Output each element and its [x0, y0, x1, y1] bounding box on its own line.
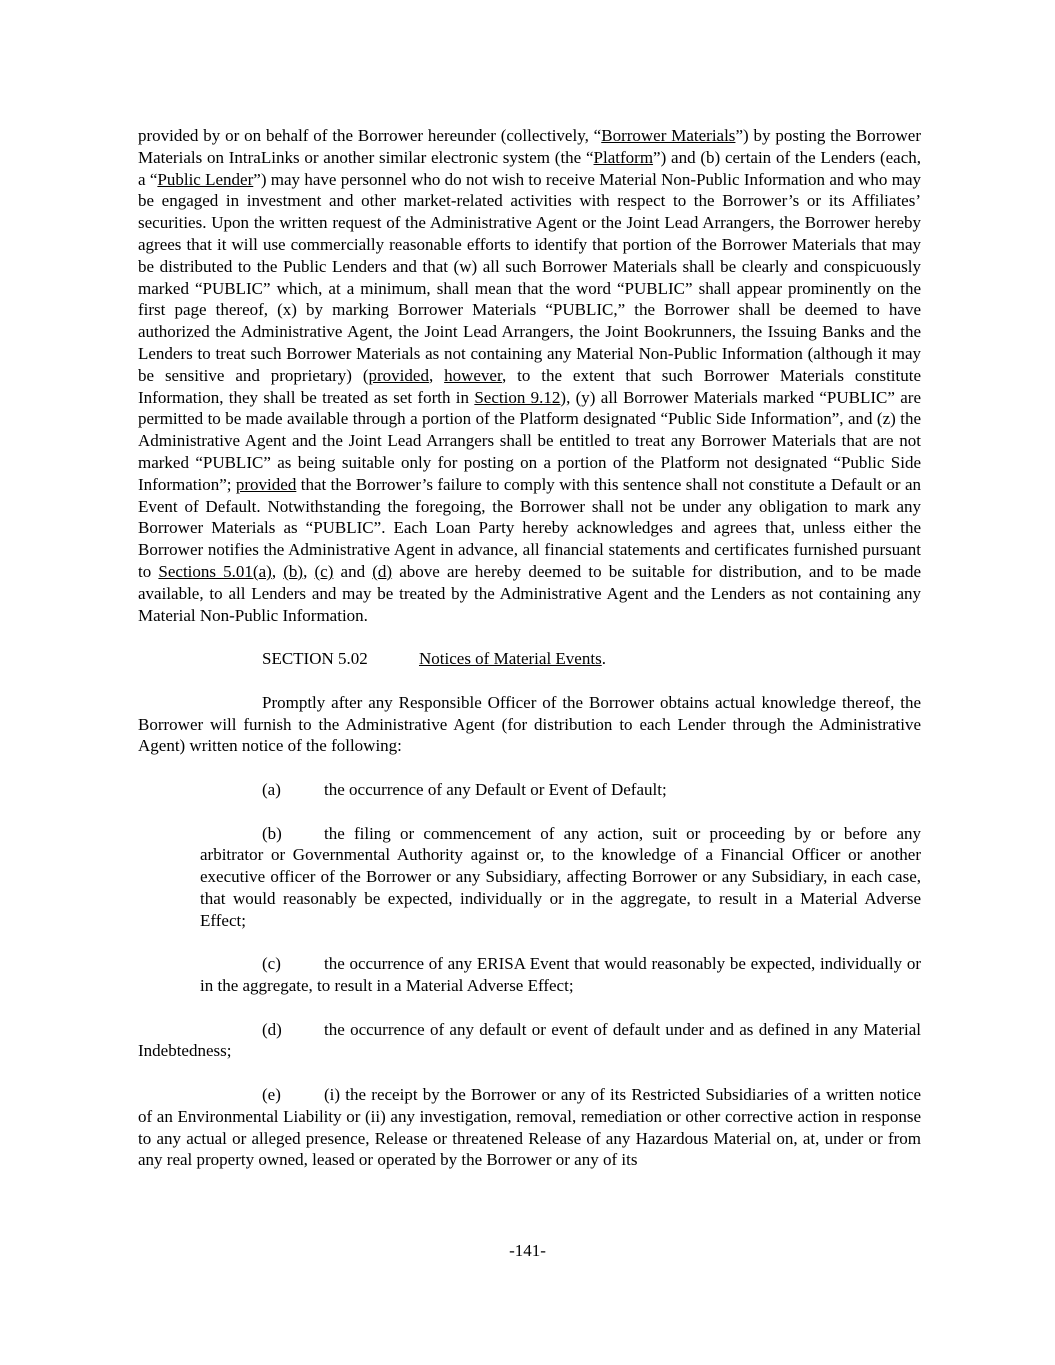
cross-reference-sections-5-01a: Sections 5.01(a): [158, 561, 272, 581]
text-run: ), (y) all Borrower Materials marked “PUBLIC” are permitted to be made available through a portion of the Platform designated “Public Side Information”, and (z) the Administrative Agent and the Joint Lead Arrangers shall be entitled to treat any Borrower Materials that are not marked “PUBLIC” as being suitable only for posting on a portion of the Platform not designated “Public Side Information”;: [138, 387, 921, 494]
text-run: above are hereby deemed to be suitable for distribution, and to be made available, to all Lenders and may be treated by the Administrative Agent and the Lenders as not containing any Material Non-Public Information.: [138, 561, 921, 625]
defined-term-platform: Platform: [593, 147, 654, 167]
cross-reference-b: (b): [283, 561, 304, 581]
continuation-paragraph: [138, 125, 921, 626]
item-text: the filing or commencement of any action, suit or proceeding by or before any arbitrator or Governmental Authority against or, to the knowledge of a Financial Officer or another executive officer of the Borrower or any Subsidiary, affecting Borrower or any Subsidiary, in each case, that would reasonably be expected, individually or in the aggregate, to result in a Material Adverse Effect;: [200, 823, 921, 930]
document-page: [138, 125, 921, 1171]
page-number: -141-: [509, 1241, 546, 1260]
text-run: provided by or on behalf of the Borrower hereunder (collectively, “: [138, 126, 602, 145]
text-run: ”) may have personnel who do not wish to receive Material Non-Public Information and who may be engaged in investment and other market-related activities with respect to the Borrower’s or its Affiliates’ securities. Upon the written request of the Administrative Agent or the Joint Lead Arrangers, the Borrower hereby agrees that it will use commercially reasonable efforts to identify that portion of the Borrower Materials that may be distributed to the Public Lenders and that (w) all such Borrower Materials shall be clearly and conspicuously marked “PUBLIC” which, at a minimum, shall mean that the word “PUBLIC” shall appear prominently on the first page thereof, (x) by marking Borrower Materials “PUBLIC,” the Borrower shall be deemed to have authorized the Administrative Agent, the Joint Lead Arrangers, the Joint Bookrunners, the Issuing Banks and the Lenders to treat such Borrower Materials as not containing any Material Non-Public Information (although it may be sensitive and proprietary) (: [138, 169, 921, 385]
item-label: (e): [262, 1085, 281, 1105]
text-run: , to the extent that such Borrower Materials constitute Information, they shall be treated as set forth in: [138, 365, 922, 407]
list-item-c: [138, 953, 921, 997]
item-text: the occurrence of any ERISA Event that would reasonably be expected, individually or in the aggregate, to result in a Material Adverse Effect;: [200, 954, 921, 996]
item-label: (d): [262, 1019, 282, 1039]
item-text: the occurrence of any default or event of default under and as defined in any Material Indebtedness;: [138, 1019, 921, 1061]
list-item-d: [138, 1019, 921, 1063]
text-run: ,: [428, 365, 445, 385]
text-run: ”) by posting the Borrower Materials on IntraLinks or another similar electronic system (the “: [138, 126, 922, 167]
item-text: (i) the receipt by the Borrower or any of its Restricted Subsidiaries of a written notice of an Environmental Liability or (ii) any investigation, removal, remediation or other corrective action in response to any actual or alleged presence, Release or threatened Release of any Hazardous Material on, at, under or from any real property owned, leased or operated by the Borrower or any of its: [138, 1085, 921, 1170]
text-run: ”) and (b) certain of the Lenders (each, a “: [138, 147, 922, 189]
section-title-period: .: [601, 649, 606, 669]
defined-term-borrower-materials: Borrower Materials: [601, 126, 736, 145]
text-run: ,: [271, 561, 284, 581]
cross-reference-section-9-12: Section 9.12: [474, 387, 561, 407]
list-item-e: [138, 1084, 921, 1171]
text-run: that the Borrower’s failure to comply with this sentence shall not constitute a Default or an Event of Default. Notwithstanding the foregoing, the Borrower shall not be under any obligation to mark any Borrower Materials as “PUBLIC”. Each Loan Party hereby acknowledges and agrees that, unless either the Borrower notifies the Administrative Agent in advance, all financial statements and certificates furnished pursuant to: [138, 474, 921, 581]
section-heading: [138, 648, 921, 670]
underlined-provided: provided: [368, 365, 429, 385]
item-label: (c): [262, 954, 281, 974]
section-number: SECTION 5.02: [262, 649, 368, 669]
cross-reference-c: (c): [314, 561, 334, 581]
text-run: and: [333, 561, 373, 581]
intro-paragraph: Promptly after any Responsible Officer of the Borrower obtains actual knowledge thereof, the Borrower will furnish to the Administrative Agent (for distribution to each Lender through the Administrative Agent) written notice of the following:: [138, 692, 921, 756]
cross-reference-d: (d): [372, 561, 393, 581]
list-item-b: [138, 823, 921, 932]
list-item-a: [138, 779, 921, 801]
underlined-provided: provided: [235, 474, 297, 494]
item-label: (b): [262, 823, 282, 843]
section-title: Notices of Material Events: [419, 649, 602, 669]
underlined-however: however: [444, 365, 502, 385]
text-run: ,: [303, 561, 315, 581]
item-label: (a): [262, 779, 281, 799]
defined-term-public-lender: Public Lender: [157, 169, 254, 189]
item-text: the occurrence of any Default or Event of Default;: [324, 779, 667, 799]
